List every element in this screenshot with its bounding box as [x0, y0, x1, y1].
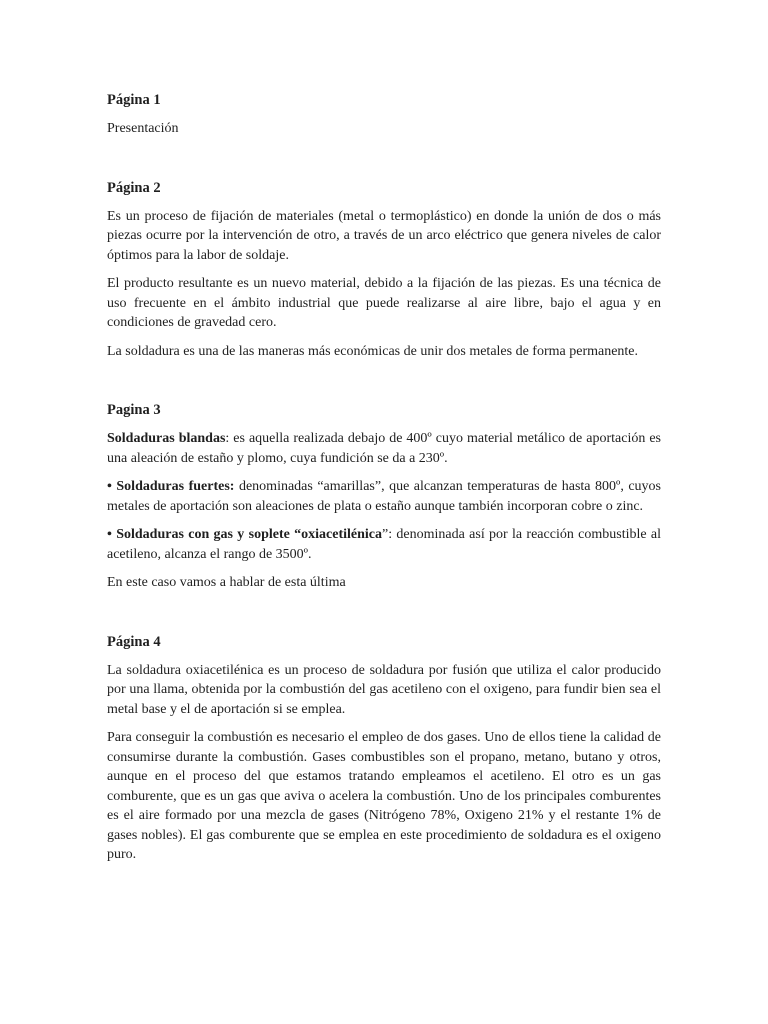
- section-heading: Página 4: [107, 633, 161, 650]
- paragraph: La soldadura oxiacetilénica es un proceso de soldadura por fusión que utiliza el calor producido por una llama, obtenida por la combustión del gas acetileno con el oxigeno, para fundir bien sea el metal base y el de aportación si se emplea.: [107, 662, 661, 717]
- paragraph: La soldadura es una de las maneras más económicas de unir dos metales de forma permanente.: [107, 343, 639, 359]
- section-heading: Página 2: [107, 179, 161, 196]
- paragraph-text: denominadas “amarillas”, que alcanzan temperaturas de hasta 800º, cuyos metales de aportación son aleaciones de plata o estaño aunque también incorporan cobre o zinc.: [107, 479, 662, 514]
- paragraph: El producto resultante es un nuevo material, debido a la fijación de las piezas. Es una técnica de uso frecuente en el ámbito industrial que puede realizarse al aire libre, bajo el agua y en condiciones de gravedad cero.: [107, 276, 661, 330]
- section-pagina-1: [107, 90, 661, 139]
- paragraph-soldaduras-blandas: [107, 429, 661, 468]
- section-heading: Página 1: [107, 92, 161, 108]
- bold-term: Soldaduras blandas: [107, 431, 226, 446]
- section-heading: Pagina 3: [107, 402, 161, 418]
- bold-term: • Soldaduras con gas y soplete “oxiacetilénica: [107, 527, 383, 542]
- section-pagina-4: [107, 632, 661, 865]
- paragraph-soldaduras-fuertes: [107, 477, 661, 516]
- paragraph-soldaduras-gas: [107, 525, 661, 564]
- section-pagina-2: [107, 178, 661, 362]
- paragraph-text: ”: denominada así por la reacción combustible al acetileno, alcanza el rango de 3500º.: [107, 527, 661, 562]
- paragraph-text: : es aquella realizada debajo de 400º cuyo material metálico de aportación es una aleación de estaño y plomo, cuya fundición se da a 230º.: [107, 431, 661, 466]
- section-pagina-3: [107, 400, 661, 593]
- bold-term: • Soldaduras fuertes:: [107, 479, 235, 494]
- paragraph: Para conseguir la combustión es necesario el empleo de dos gases. Uno de ellos tiene la calidad de consumirse durante la combustión. Gases combustibles son el propano, metano, butano y otros, aunque en el proceso del que estamos tratando empleamos el acetileno. El otro es un gas comburente, que es un gas que aviva o acelera la combustión. Uno de los principales comburentes es el aire formado por una mezcla de gases (Nitrógeno 78%, Oxigeno 21% y el restante 1% de gases nobles). El gas comburente que se emplea en este procedimiento de soldadura es el oxigeno puro.: [107, 730, 661, 862]
- paragraph: Es un proceso de fijación de materiales (metal o termoplástico) en donde la unión de dos o más piezas ocurre por la intervención de otro, a través de un arco eléctrico que genera niveles de calor óptimos para la labor de soldaje.: [107, 208, 661, 263]
- paragraph: En este caso vamos a hablar de esta última: [107, 575, 346, 590]
- paragraph: Presentación: [107, 121, 179, 136]
